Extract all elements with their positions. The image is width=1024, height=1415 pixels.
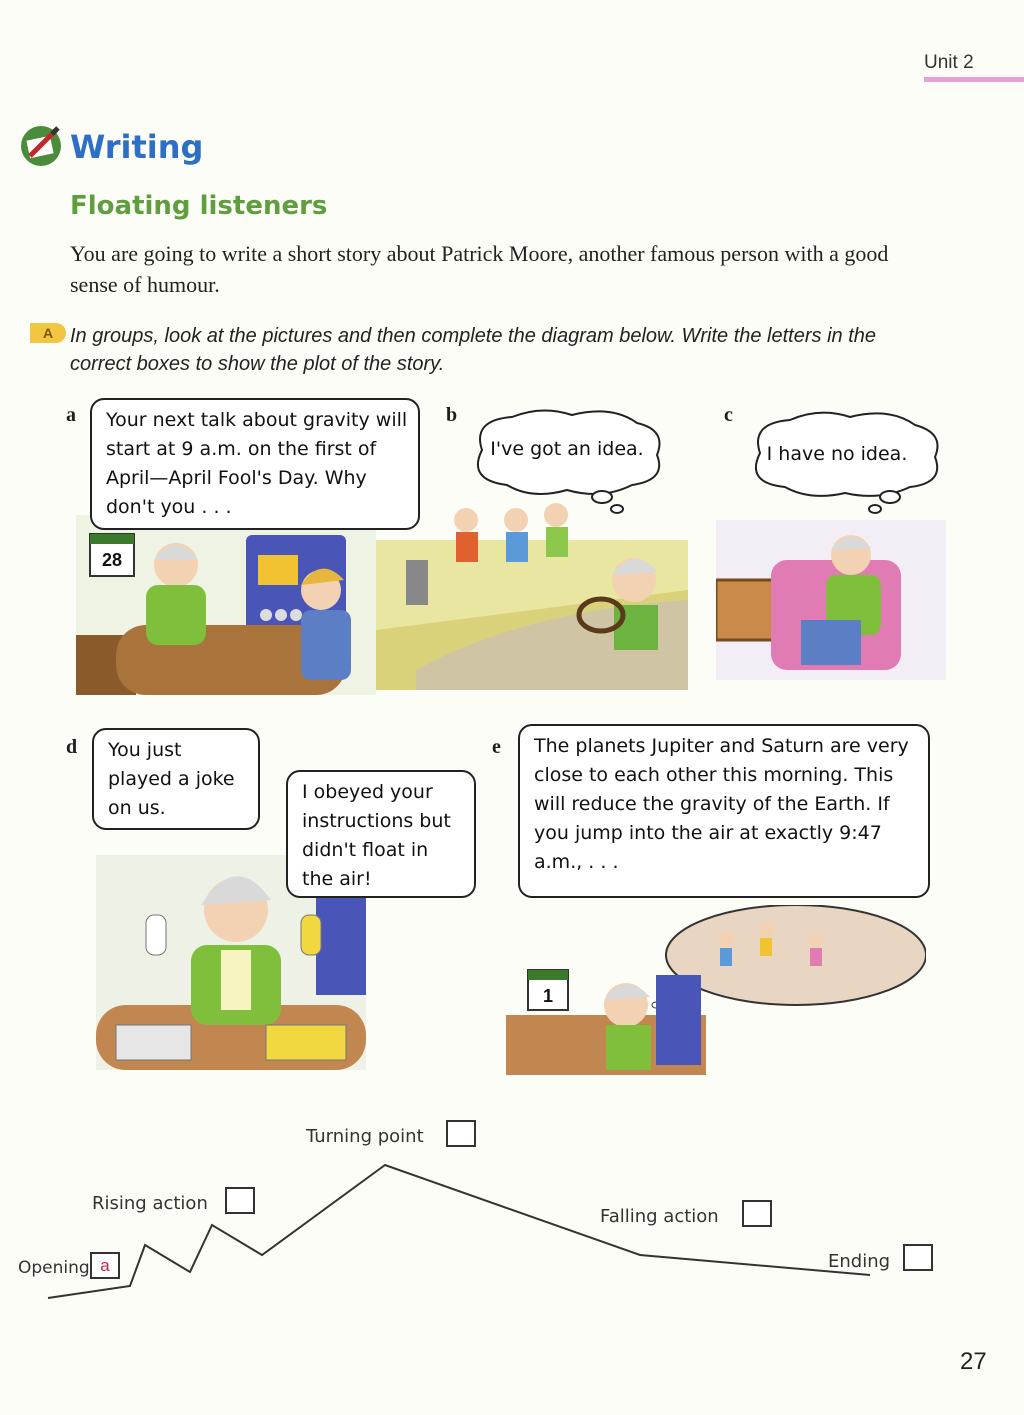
thought-text-c: I have no idea. <box>766 443 908 465</box>
calendar-icon-e <box>526 968 572 1012</box>
calendar-icon <box>88 532 138 580</box>
speech-bubble-e: The planets Jupiter and Saturn are very close to each other this morning. This will reduce the gravity of the Earth. If you jump into the air at exactly 9:47 a.m., . . . <box>518 724 930 898</box>
calendar-day-a: 28 <box>101 550 123 570</box>
unit-label: Unit 2 <box>924 52 974 73</box>
thought-text-b: I've got an idea. <box>490 438 644 460</box>
speech-bubble-d2: I obeyed your instructions but didn't float in the air! <box>286 770 476 898</box>
unit-bar <box>924 77 1024 82</box>
pen-paper-icon <box>16 122 66 168</box>
panel-e-letter: e <box>492 736 501 758</box>
ending-box[interactable] <box>903 1244 933 1271</box>
section-title: Writing <box>70 128 204 166</box>
thought-cloud-b <box>462 405 672 515</box>
falling-action-box[interactable] <box>742 1200 772 1227</box>
speech-bubble-d1: You just played a joke on us. <box>92 728 260 830</box>
panel-c-letter: c <box>724 404 733 426</box>
intro-text: You are going to write a short story about Patrick Moore, another famous person with a good sense of humour. <box>70 241 889 297</box>
diagram-opening-label: Opening <box>18 1258 90 1278</box>
diagram-rising-label: Rising action <box>92 1193 208 1214</box>
section-subtitle: Floating listeners <box>70 191 328 221</box>
diagram-turning-label: Turning point <box>306 1126 424 1147</box>
task-instructions: In groups, look at the pictures and then complete the diagram below. Write the letters in the correct boxes to show the plot of the story. <box>70 325 877 375</box>
page-number: 27 <box>960 1348 987 1375</box>
opening-box[interactable]: a <box>90 1252 120 1279</box>
speech-bubble-a: Your next talk about gravity will start at 9 a.m. on the first of April—April Fool's Day. Why don't you . . . <box>90 398 420 530</box>
diagram-ending-label: Ending <box>828 1251 891 1272</box>
panel-b-letter: b <box>446 404 458 426</box>
diagram-falling-label: Falling action <box>600 1206 719 1227</box>
task-badge: A <box>30 323 66 343</box>
panel-d-letter: d <box>66 736 78 758</box>
panel-a-letter: a <box>66 404 76 426</box>
turning-point-box[interactable] <box>446 1120 476 1147</box>
calendar-day-e: 1 <box>542 986 554 1006</box>
rising-action-box[interactable] <box>225 1187 255 1214</box>
panel-c-illustration <box>716 520 946 680</box>
